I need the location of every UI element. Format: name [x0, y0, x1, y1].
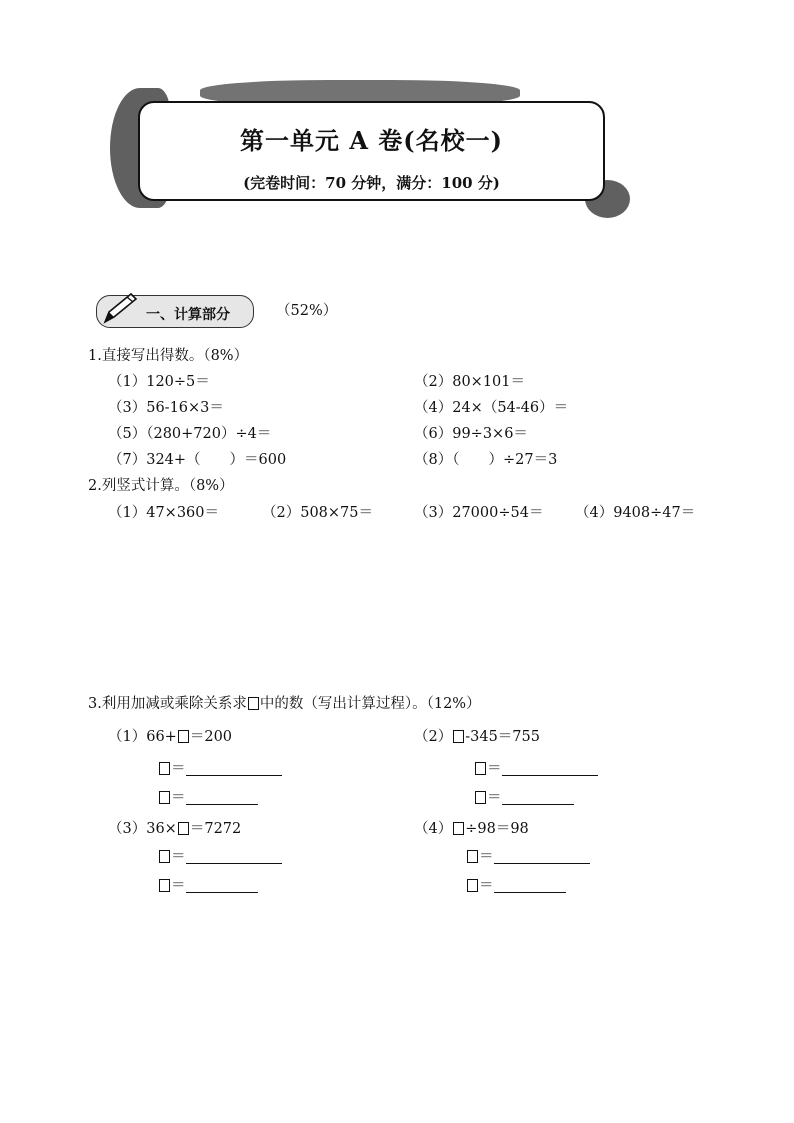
- q2-item-4: （4）9408÷47＝: [575, 505, 696, 521]
- q3-p1-post: ＝200: [189, 729, 233, 745]
- q3-p3-answer-line-2: [158, 879, 258, 894]
- equals-sign: ＝: [171, 761, 186, 777]
- q1-item-8: （8）（ ）÷27＝3: [414, 452, 558, 468]
- equals-sign: ＝: [171, 849, 186, 865]
- blank-box: [248, 697, 259, 710]
- q3-p4-answer-line-2: [466, 879, 566, 894]
- answer-line[interactable]: [186, 892, 258, 893]
- q2-item-2: （2）508×75＝: [262, 505, 374, 521]
- q1-item-6: （6）99÷3×6＝: [414, 426, 528, 442]
- q1-title: 1.直接写出得数。（8%）: [88, 348, 249, 364]
- answer-line[interactable]: [186, 863, 282, 864]
- equals-sign: ＝: [479, 878, 494, 894]
- blank-box: [159, 850, 170, 863]
- q3-p3-answer-line-1: [158, 850, 282, 865]
- blank-box: [178, 730, 189, 743]
- blank-box: [453, 730, 464, 743]
- answer-line[interactable]: [186, 804, 258, 805]
- q3-p3-pre: 36×: [146, 821, 177, 837]
- q3-p3-num: （3）: [108, 821, 147, 837]
- answer-line[interactable]: [502, 775, 598, 776]
- q3-p4-num: （4）: [414, 821, 453, 837]
- q3-problem-2: [414, 730, 540, 745]
- q3-p4-answer-line-1: [466, 850, 590, 865]
- q3-p3-post: ＝7272: [189, 821, 242, 837]
- equals-sign: ＝: [487, 790, 502, 806]
- q1-item-4: （4）24×（54-46）＝: [414, 400, 569, 416]
- q3-p2-answer-line-1: [474, 762, 598, 777]
- q3-p2-answer-line-2: [474, 791, 574, 806]
- page-subtitle: (完卷时间：70 分钟，满分：100 分): [243, 174, 500, 192]
- page-title: 第一单元 A 卷(名校一): [239, 126, 504, 155]
- blank-box: [467, 879, 478, 892]
- q1-item-2: （2）80×101＝: [414, 374, 526, 390]
- blank-box: [467, 850, 478, 863]
- q3-title-post: 中的数（写出计算过程）。（12%）: [259, 696, 481, 712]
- q2-item-1: （1）47×360＝: [108, 505, 220, 521]
- blank-box: [475, 791, 486, 804]
- q1-item-7: （7）324+（ ）＝600: [108, 452, 287, 468]
- q3-p2-num: （2）: [414, 729, 453, 745]
- q3-problem-3: [108, 822, 241, 837]
- blank-box: [475, 762, 486, 775]
- q3-p1-answer-line-1: [158, 762, 282, 777]
- equals-sign: ＝: [171, 790, 186, 806]
- q3-p1-pre: 66+: [146, 729, 177, 745]
- q3-p4-post: ÷98＝98: [465, 821, 529, 837]
- q3-p1-num: （1）: [108, 729, 147, 745]
- equals-sign: ＝: [171, 878, 186, 894]
- answer-line[interactable]: [502, 804, 574, 805]
- answer-line[interactable]: [186, 775, 282, 776]
- answer-line[interactable]: [494, 863, 590, 864]
- q1-item-5: （5）（280+720）÷4＝: [108, 426, 272, 442]
- q2-title: 2.列竖式计算。（8%）: [88, 478, 234, 494]
- q1-item-3: （3）56-16×3＝: [108, 400, 224, 416]
- section-label: 一、计算部分: [146, 307, 230, 323]
- blank-box: [159, 762, 170, 775]
- blank-box: [159, 879, 170, 892]
- blank-box: [453, 822, 464, 835]
- q3-p2-post: -345＝755: [465, 729, 540, 745]
- pencil-icon: [99, 292, 139, 326]
- equals-sign: ＝: [487, 761, 502, 777]
- answer-line[interactable]: [494, 892, 566, 893]
- q3-p1-answer-line-2: [158, 791, 258, 806]
- blank-box: [159, 791, 170, 804]
- q2-item-3: （3）27000÷54＝: [414, 505, 544, 521]
- q1-item-1: （1）120÷5＝: [108, 374, 210, 390]
- q3-problem-4: [414, 822, 529, 837]
- q3-problem-1: [108, 730, 232, 745]
- q3-title-pre: 3.利用加减或乘除关系求: [88, 696, 247, 712]
- blank-box: [178, 822, 189, 835]
- equals-sign: ＝: [479, 849, 494, 865]
- section-score: （52%）: [276, 303, 338, 319]
- q3-title: [88, 697, 481, 712]
